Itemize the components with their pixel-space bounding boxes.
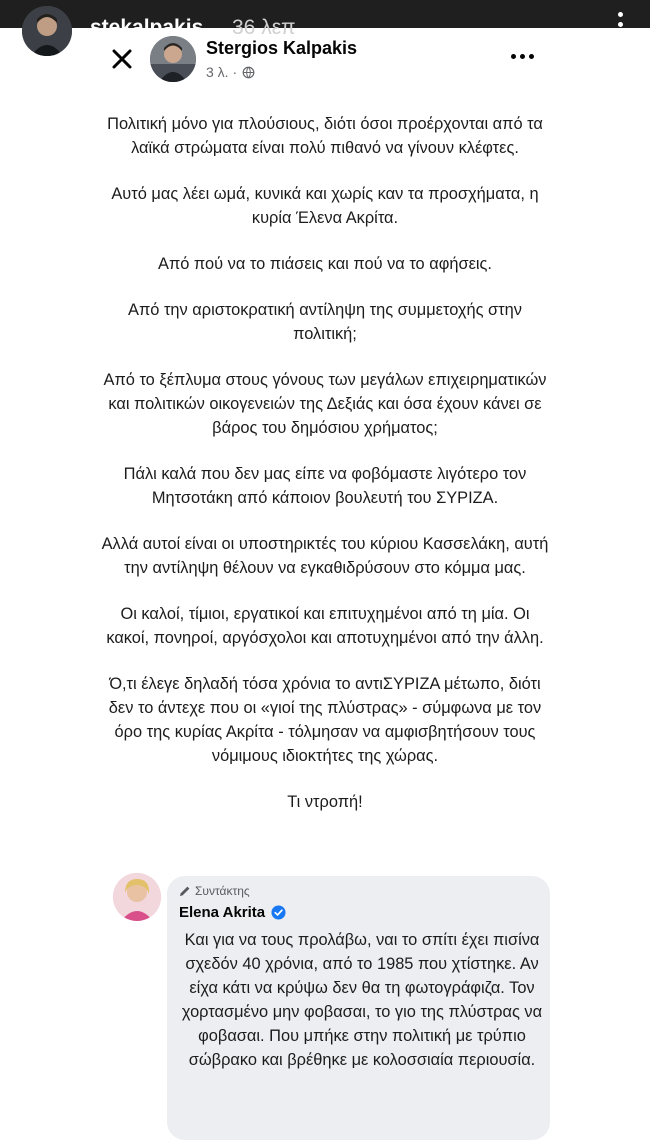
author-role-label: Συντάκτης <box>195 884 250 898</box>
post-paragraph: Από το ξέπλυμα στους γόνους των μεγάλων επιχειρηματικών και πολιτικών οικογενειών της Δεξιάς και όσα έχουν κάνει σε βάρος του δημόσιου χρήματος; <box>103 371 547 437</box>
story-username[interactable]: stekalpakis <box>90 16 204 39</box>
story-header <box>0 0 650 70</box>
comment-text: Και για να τους προλάβω, ναι το σπίτι έχει πισίνα σχεδόν 40 χρόνια, από το 1985 που χτίστηκε. Αν είχα κάτι να κρύψω δεν θα τη φωτογράφιζα. Τον χορτασμένο μην φοβασαι, το γιο της πλύστρας να φοβασαι. Που μπήκε στην πολιτική με τρύπιο σώβρακο και βρέθηκε με κολοσσιαία περιουσία. <box>181 931 543 1069</box>
pencil-icon <box>179 885 191 897</box>
post-paragraph: Ό,τι έλεγε δηλαδή τόσα χρόνια το αντιΣΥΡΙΖΑ μέτωπο, διότι δεν το άντεχε που οι «γιοί της πλύστρας» - σύμφωνα με τον όρο της κυρίας Ακρίτα - τόλμησαν να αμφισβητήσουν τους νόμιμους ιδιοκτήτες της χώρας. <box>108 675 542 765</box>
post-body <box>100 112 550 836</box>
comment-author-avatar[interactable] <box>113 873 161 921</box>
comment <box>105 873 550 1143</box>
story-time: 36 λεπ <box>232 16 296 39</box>
more-vertical-icon[interactable] <box>612 12 628 48</box>
story-avatar[interactable] <box>22 6 72 56</box>
post-paragraph: Αυτό μας λέει ωμά, κυνικά και χωρίς καν τα προσχήματα, η κυρία Έλενα Ακρίτα. <box>111 185 539 227</box>
facebook-post-screenshot <box>0 28 650 1143</box>
post-paragraph: Αλλά αυτοί είναι οι υποστηρικτές του κύριου Κασσελάκη, αυτή την αντίληψη θέλουν να εγκαθιδρύσουν στο κόμμα μας. <box>101 535 549 577</box>
post-paragraph: Τι ντροπή! <box>287 793 363 811</box>
post-paragraph: Από την αριστοκρατική αντίληψη της συμμετοχής στην πολιτική; <box>128 301 522 343</box>
post-paragraph: Πάλι καλά που δεν μας είπε να φοβόμαστε λιγότερο τον Μητσοτάκη από κάποιον βουλευτή του ΣΥΡΙΖΑ. <box>123 465 527 507</box>
post-paragraph: Οι καλοί, τίμιοι, εργατικοί και επιτυχημένοι από τη μία. Οι κακοί, πονηροί, αργόσχολοι και αποτυχημένοι από την άλλη. <box>106 605 544 647</box>
comment-bubble <box>167 876 550 1140</box>
post-paragraph: Πολιτική μόνο για πλούσιους, διότι όσοι προέρχονται από τα λαϊκά στρώματα είναι πολύ πιθανό να γίνουν κλέφτες. <box>107 115 543 157</box>
comment-author <box>179 904 286 921</box>
author-role <box>179 884 250 898</box>
comment-author-name[interactable]: Elena Akrita <box>179 904 266 921</box>
post-time[interactable]: 3 λ. · <box>206 64 238 80</box>
post-author-name[interactable]: Stergios Kalpakis <box>206 38 358 58</box>
post-paragraph: Από πού να το πιάσεις και πού να το αφήσεις. <box>158 255 492 273</box>
verified-badge-icon <box>271 905 286 920</box>
